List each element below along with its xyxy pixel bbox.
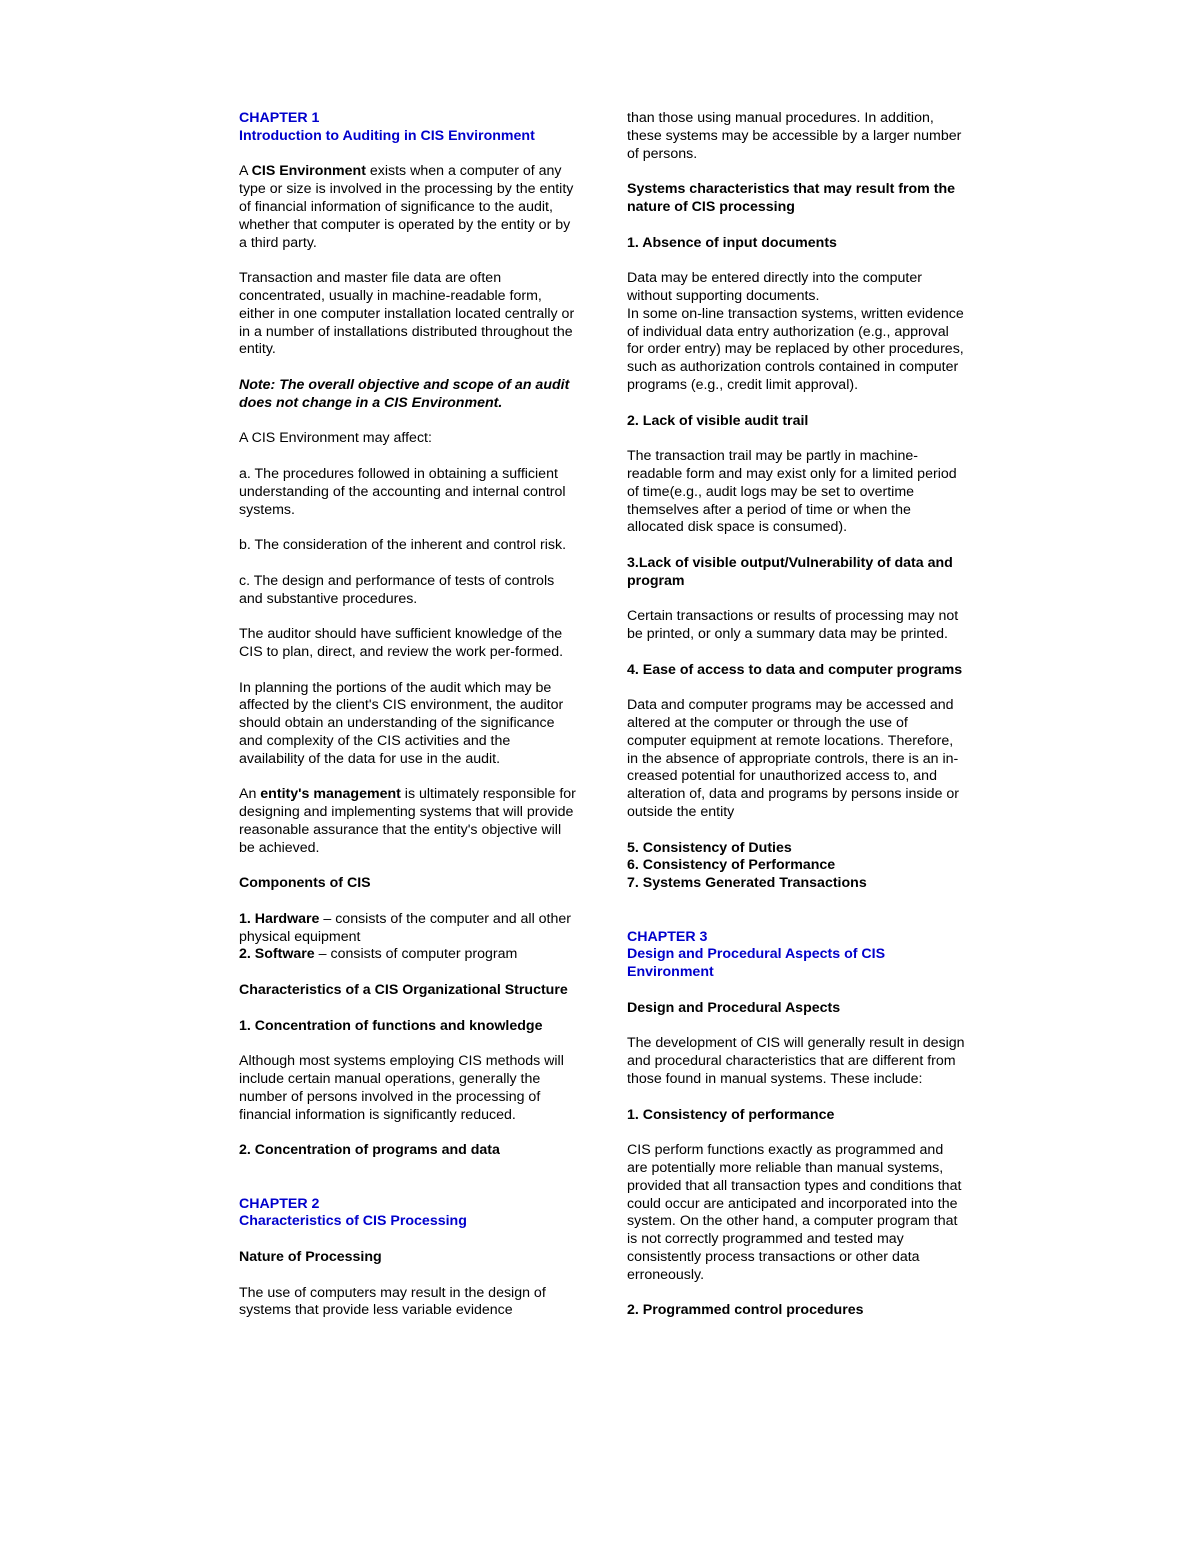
item-b: b. The consideration of the inherent and control risk. bbox=[239, 537, 567, 554]
chapter-2-label: CHAPTER 2 bbox=[239, 1195, 320, 1212]
paragraph-auditor-knowledge: The auditor should have sufficient knowledge of the CIS to plan, direct, and review the work per-formed. bbox=[239, 626, 564, 660]
paragraph-planning: In planning the portions of the audit which may be affected by the client's CIS environment, the auditor should obtain an understanding of the significance and complexity of the CIS activities and the availability of the data for use in the audit. bbox=[239, 679, 564, 767]
design-item-2-heading: 2. Programmed control procedures bbox=[627, 1302, 864, 1319]
chapter-2-title: Characteristics of CIS Processing bbox=[239, 1213, 467, 1230]
components-heading: Components of CIS bbox=[239, 875, 371, 892]
sys-items-5-7 bbox=[627, 840, 967, 893]
cis-environment-definition: A CIS Environment exists when a computer of any type or size is involved in the processing by the entity of financial information of significance to the audit, whether that computer is operated by the entity or by a third party. bbox=[239, 163, 574, 251]
chapter-1-label: CHAPTER 1 bbox=[239, 110, 320, 126]
item-c: c. The design and performance of tests of controls and substantive procedures. bbox=[239, 572, 555, 607]
cis-environment-term: CIS Environment bbox=[251, 163, 366, 180]
design-item-1-heading: 1. Consistency of performance bbox=[627, 1106, 835, 1123]
left-column bbox=[239, 110, 579, 1338]
nature-text: The use of computers may result in the design of systems that provide less variable evidence bbox=[239, 1284, 546, 1319]
components-list bbox=[239, 911, 579, 964]
sys-item-1-text: Data may be entered directly into the computer without supporting documents. In some on-line transaction systems, written evidence of individual data entry authorization (e.g., approval for order entry) may be replaced by other procedures, such as authorization controls contained in computer programs (e.g., credit limit approval). bbox=[627, 270, 964, 393]
sys-item-4-text: Data and computer programs may be accessed and altered at the computer or through the use of computer equipment at remote locations. Therefore, in the absence of appropriate controls, there is an in-creased potential for unauthorized access to, and alteration of, data and programs by persons inside or outside the entity bbox=[627, 697, 960, 821]
chapter-3-label: CHAPTER 3 bbox=[627, 928, 708, 945]
sys-item-3-heading: 3.Lack of visible output/Vulnerability of data and program bbox=[627, 554, 953, 589]
paragraph-management: An entity's management is ultimately responsible for designing and implementing systems that will provide reasonable assurance that the entity's objective will be achieved. bbox=[239, 786, 576, 856]
nature-heading: Nature of Processing bbox=[239, 1249, 382, 1265]
sys-item-2-heading: 2. Lack of visible audit trail bbox=[627, 412, 809, 429]
org-structure-heading: Characteristics of a CIS Organizational Structure bbox=[239, 982, 568, 999]
sys-item-1-heading: 1. Absence of input documents bbox=[627, 234, 837, 251]
sys-item-7: 7. Systems Generated Transactions bbox=[627, 875, 867, 892]
chapter-3-heading bbox=[627, 929, 967, 982]
right-column bbox=[627, 110, 967, 1338]
sys-item-6: 6. Consistency of Performance bbox=[627, 857, 836, 874]
sys-item-5: 5. Consistency of Duties bbox=[627, 839, 792, 856]
note-text: Note: The overall objective and scope of an audit does not change in a CIS Environment. bbox=[239, 376, 570, 411]
org-item-1-heading: 1. Concentration of functions and knowledge bbox=[239, 1017, 543, 1034]
paragraph-affect: A CIS Environment may affect: bbox=[239, 430, 432, 447]
continued-text: than those using manual procedures. In addition, these systems may be accessible by a larger number of persons. bbox=[627, 110, 962, 162]
chapter-2-heading bbox=[239, 1196, 579, 1232]
design-item-1-text: CIS perform functions exactly as programmed and are potentially more reliable than manual systems, provided that all transaction types and conditions that could occur are anticipated and incorporated into the system. On the other hand, a computer program that is not correctly programmed and tested may consistently process transactions or other data erroneously. bbox=[627, 1142, 962, 1283]
org-item-1-text: Although most systems employing CIS methods will include certain manual operations, generally the number of persons involved in the processing of financial information is significantly reduced. bbox=[239, 1053, 564, 1123]
paragraph-master-file: Transaction and master file data are often concentrated, usually in machine-readable form, either in one computer installation located centrally or in a number of installations distributed throughout the entity. bbox=[239, 270, 575, 358]
item-a: a. The procedures followed in obtaining a sufficient understanding of the accounting and internal control systems. bbox=[239, 465, 566, 518]
org-item-2-heading: 2. Concentration of programs and data bbox=[239, 1142, 500, 1159]
chapter-1-heading bbox=[239, 110, 579, 146]
design-procedural-text: The development of CIS will generally result in design and procedural characteristics that are different from those found in manual systems. These include: bbox=[627, 1035, 965, 1088]
component-hardware: 1. Hardware – consists of the computer and all other physical equipment bbox=[239, 910, 572, 945]
chapter-1-title: Introduction to Auditing in CIS Environment bbox=[239, 127, 535, 144]
sys-item-4-heading: 4. Ease of access to data and computer programs bbox=[627, 661, 963, 678]
design-procedural-heading: Design and Procedural Aspects bbox=[627, 999, 841, 1016]
chapter-3-title: Design and Procedural Aspects of CIS Environment bbox=[627, 946, 886, 981]
component-software: 2. Software – consists of computer program bbox=[239, 946, 518, 963]
sys-item-3-text: Certain transactions or results of processing may not be printed, or only a summary data may be printed. bbox=[627, 608, 959, 643]
sys-item-2-text: The transaction trail may be partly in machine-readable form and may exist only for a limited period of time(e.g., audit logs may be set to overtime themselves after a period of time or when the allocated disk space is consumed). bbox=[627, 448, 957, 536]
systems-characteristics-heading: Systems characteristics that may result from the nature of CIS processing bbox=[627, 181, 956, 215]
